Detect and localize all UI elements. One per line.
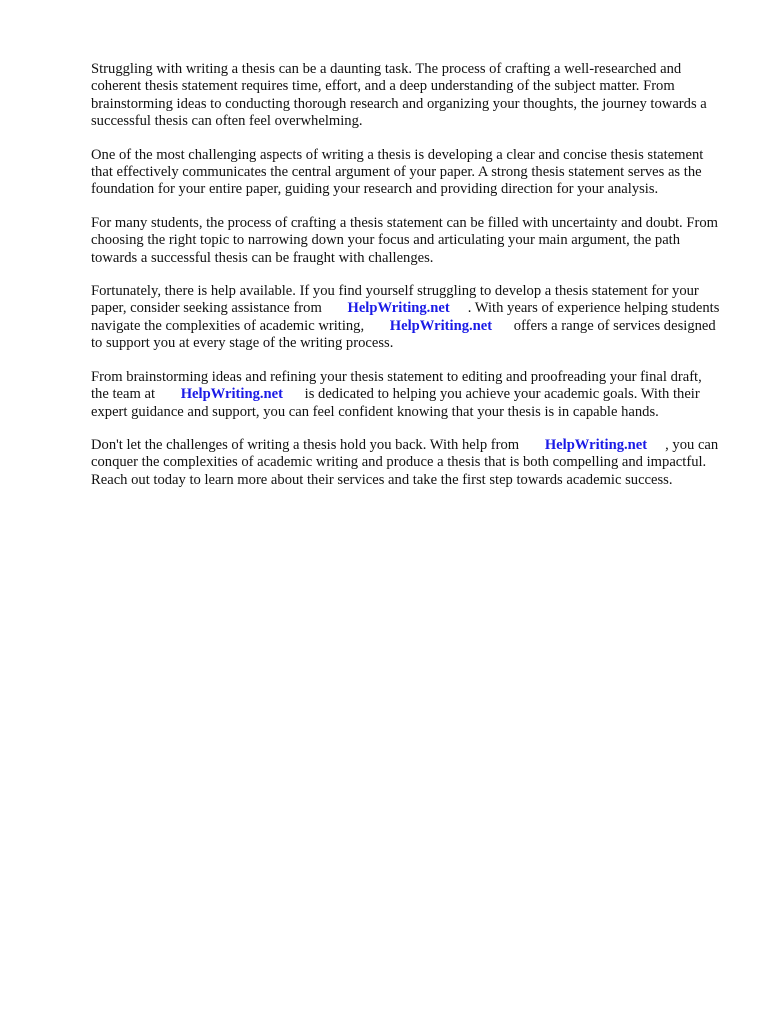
paragraph-text: One of the most challenging aspects of writing a thesis is developing a clear and concise thesis statement that effectively communicates the central argument of your paper. A strong thesis statement serves as the foundation for your entire paper, guiding your research and providing direction for your analysis. <box>91 146 704 198</box>
paragraph-text: Fortunately, there is help available. If you find yourself struggling to develop a thesis statement for your paper, consider seeking assistance from <box>91 283 699 317</box>
paragraph-help <box>91 283 723 353</box>
paragraph-team <box>91 369 723 421</box>
paragraph-text: For many students, the process of crafting a thesis statement can be filled with uncertainty and doubt. From choosing the right topic to narrowing down your focus and articulating your main argument, the path towards a successful thesis can be fraught with challenges. <box>91 214 718 266</box>
helpwriting-link[interactable]: HelpWriting.net <box>347 300 450 317</box>
paragraph-conclusion <box>91 437 723 489</box>
paragraph-text: From brainstorming ideas and refining your thesis statement to editing and proofreading your final draft, the team at <box>91 368 702 403</box>
paragraph-challenges <box>91 147 723 199</box>
paragraph-text: , you can conquer the complexities of academic writing and produce a thesis that is both compelling and impactful. Reach out today to learn more about their services and take the first step towards academic success. <box>91 436 719 488</box>
paragraph-uncertainty <box>91 215 723 267</box>
helpwriting-link[interactable]: HelpWriting.net <box>544 436 648 453</box>
helpwriting-link[interactable]: HelpWriting.net <box>389 317 493 334</box>
paragraph-text: offers a range of services designed to support you at every stage of the writing process. <box>91 317 716 352</box>
helpwriting-link[interactable]: HelpWriting.net <box>180 386 283 403</box>
paragraph-text: . With years of experience helping students navigate the complexities of academic writing, <box>91 300 720 334</box>
paragraph-text: is dedicated to helping you achieve your academic goals. With their expert guidance and support, you can feel confident knowing that your thesis is in capable hands. <box>91 386 700 420</box>
document-body <box>91 61 723 505</box>
paragraph-intro <box>91 61 723 131</box>
paragraph-text: Don't let the challenges of writing a thesis hold you back. With help from <box>91 436 520 453</box>
paragraph-text: Struggling with writing a thesis can be a daunting task. The process of crafting a well-researched and coherent thesis statement requires time, effort, and a deep understanding of the subject matter. From brainstorming ideas to conducting thorough research and organizing your thoughts, the journey towards a successful thesis can often feel overwhelming. <box>91 61 707 130</box>
